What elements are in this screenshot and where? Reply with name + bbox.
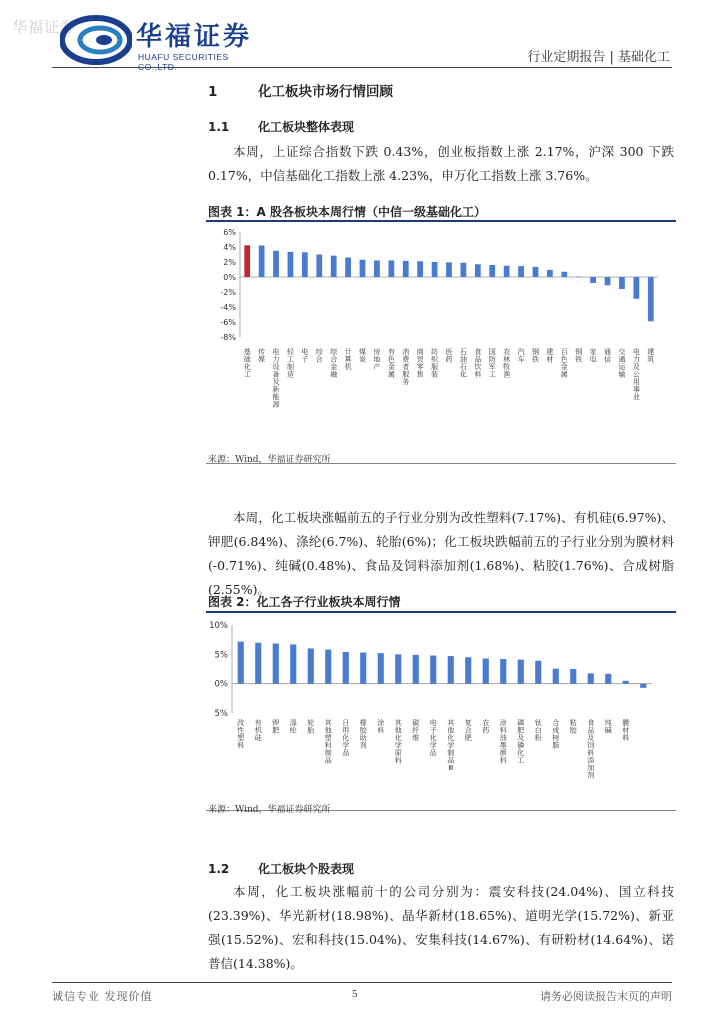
y-tick-label: 0%: [214, 679, 228, 690]
category-label: 合成树脂: [552, 719, 560, 750]
y-tick-label: -8%: [220, 333, 236, 342]
top-stocks-paragraph: 本周，化工板块涨幅前十的公司分别为：震安科技(24.04%)、国立科技(23.39%)、华光新材(18.98%)、晶华新材(18.65%)、道明光学(15.72%)、新亚强(15.52%)、宏和科技(15.04%)、安集科技(14.67%)、有研粉材(14.64%)、诺普信(14.38%)。: [208, 884, 674, 971]
bar: [430, 656, 436, 684]
bar: [273, 251, 279, 277]
bar: [259, 246, 265, 278]
bar: [345, 258, 351, 278]
watermark: 华福证券: [12, 18, 77, 36]
figure-1-title: 图表 1：A 股各板块本周行情（中信一级基础化工）: [208, 205, 486, 219]
category-label: 医药: [445, 348, 453, 364]
bar: [302, 252, 308, 277]
bar: [403, 261, 409, 277]
y-tick-label: 5%: [214, 650, 228, 661]
bar: [633, 277, 639, 299]
bar: [343, 652, 349, 684]
y-tick-label: 4%: [223, 243, 236, 252]
category-label: 碳纤维: [412, 719, 420, 742]
category-label: 交通运输: [618, 348, 626, 379]
category-label: 食品饮料: [474, 348, 482, 379]
category-label: 煤炭: [359, 348, 367, 364]
bar: [308, 648, 314, 683]
category-label: 涂料油墨颜料: [499, 719, 507, 765]
bar: [605, 674, 611, 684]
category-label: 电力设备及新能源: [272, 348, 280, 409]
category-label: 商贸零售: [416, 348, 424, 379]
category-label: 钛白粉: [534, 719, 542, 742]
bar: [273, 644, 279, 684]
bar: [535, 661, 541, 684]
category-label: 消费者服务: [402, 348, 410, 386]
overview-paragraph: 本周，上证综合指数下跌 0.43%，创业板指数上涨 2.17%，沪深 300 下跌 0.17%，中信基础化工指数上涨 4.23%，申万化工指数上涨 3.76%。: [208, 144, 674, 183]
bar: [518, 266, 524, 277]
category-label: 其他化学制品 Ⅲ: [447, 719, 455, 772]
bar: [504, 266, 510, 277]
category-label: 其他塑料制品: [324, 719, 332, 765]
footer-slogan: 诚信专业 发现价值: [52, 990, 153, 1003]
category-label: 有色金属: [387, 348, 395, 379]
bar: [331, 256, 337, 277]
section-1-2-heading: [208, 860, 354, 877]
section-title: 化工板块整体表现: [258, 120, 355, 134]
bar: [500, 659, 506, 684]
header-divider: [52, 67, 672, 68]
logo-swoosh-icon: [60, 14, 132, 66]
category-label: 国防军工: [488, 348, 496, 379]
category-label: 膜材料: [622, 719, 630, 742]
figure-2-source: 来源：Wind，华福证券研究所: [208, 805, 331, 815]
y-tick-label: 10%: [209, 621, 228, 631]
figure-2-frame: [206, 611, 676, 811]
bar: [388, 261, 394, 278]
category-label: 钢铁: [531, 348, 539, 364]
category-label: 有机硅: [254, 719, 262, 742]
category-label: 建筑: [647, 348, 655, 364]
bar: [547, 270, 553, 277]
bar: [446, 262, 452, 277]
bar: [465, 657, 471, 683]
brand-logo: [60, 14, 270, 72]
category-label: 轻工制造: [286, 348, 294, 379]
bar: [623, 681, 629, 684]
sector-performance-chart: [206, 222, 676, 454]
bar: [648, 277, 654, 321]
subindustry-performance-chart: [206, 613, 676, 801]
category-label: 百色金属: [560, 348, 568, 379]
category-label: 其他化学原料: [394, 719, 402, 765]
category-label: 复合肥: [464, 719, 472, 742]
bar: [518, 660, 524, 684]
category-label: 钢铁: [575, 348, 583, 364]
y-tick-label: 6%: [223, 228, 236, 237]
category-label: 传媒: [258, 348, 266, 364]
subindustry-paragraph: 本周，化工板块涨幅前五的子行业分别为改性塑料(7.17%)、有机硅(6.97%)、钾肥(6.84%)、涤纶(6.7%)、轮胎(6%)；化工板块跌幅前五的子行业分别为膜材料(-0.71%)、纯碱(0.48%)、食品及饲料添加剂(1.68%)、粘胶(1.76%)、合成树脂(2.55%)。: [208, 510, 674, 597]
bar: [432, 262, 438, 277]
category-label: 轮胎: [307, 719, 315, 735]
bar: [561, 272, 567, 277]
bar: [570, 669, 576, 684]
category-label: 磷肥及磷化工: [517, 719, 525, 765]
category-label: 通信: [604, 348, 612, 364]
bar: [640, 684, 646, 688]
category-label: 食品及饲料添加剂: [587, 719, 595, 780]
bar: [360, 260, 366, 277]
bar: [374, 261, 380, 278]
footer-disclaimer: 请务必阅读报告末页的声明: [540, 990, 672, 1003]
bar: [489, 265, 495, 277]
category-label: 日用化学品: [342, 719, 350, 757]
category-label: 综合金融: [330, 348, 338, 379]
bar: [588, 673, 594, 683]
category-label: 钾肥: [272, 719, 280, 735]
bar: [590, 277, 596, 283]
category-label: 综合: [315, 348, 323, 364]
section-title: 化工板块市场行情回顾: [258, 84, 393, 100]
section-number: 1.1: [208, 120, 230, 134]
bar: [483, 658, 489, 683]
category-label: 汽车: [517, 348, 525, 364]
category-label: 涤纶: [289, 719, 297, 735]
bar: [417, 261, 423, 277]
category-label: 农林牧渔: [503, 348, 511, 379]
category-label: 电子: [301, 348, 309, 364]
y-tick-label: -6%: [220, 318, 236, 327]
bar: [238, 642, 244, 684]
bar: [378, 653, 384, 684]
y-tick-label: 2%: [223, 258, 236, 267]
bar: [461, 263, 467, 277]
y-tick-label: -4%: [220, 303, 236, 312]
y-tick-label: 5%: [214, 709, 228, 719]
section-number: 1.2: [208, 862, 230, 876]
bar: [325, 650, 331, 684]
category-label: 电子化学品: [429, 719, 437, 757]
category-label: 家电: [589, 348, 597, 364]
bar: [605, 277, 611, 285]
category-label: 橡胶助剂: [359, 719, 367, 750]
page-number: 5: [352, 988, 358, 1000]
bar: [475, 264, 481, 277]
category-label: 电力及公用事业: [632, 348, 640, 401]
bar: [619, 277, 625, 289]
bar: [288, 252, 294, 277]
category-label: 粘胶: [569, 719, 577, 735]
bar: [413, 655, 419, 684]
y-tick-label: 0%: [223, 273, 236, 282]
figure-1-frame: [206, 220, 676, 464]
logo-cn-text: 华福证券: [136, 22, 253, 52]
logo-en-text: HUAFU SECURITIES CO.,LTD.: [138, 52, 229, 72]
report-type: 行业定期报告 | 基础化工: [527, 50, 670, 65]
figure-2-title: 图表 2：化工各子行业板块本周行情: [208, 595, 401, 609]
bar: [316, 255, 322, 278]
bar: [576, 277, 582, 278]
category-label: 计算机: [344, 348, 352, 371]
bar: [553, 669, 559, 684]
category-label: 纺织服装: [431, 348, 439, 379]
bar: [533, 267, 539, 277]
category-label: 建材: [546, 348, 554, 364]
bar: [360, 653, 366, 684]
category-label: 石油石化: [459, 348, 467, 379]
footer-divider: [52, 982, 672, 983]
section-1-1-heading: [208, 118, 354, 135]
category-label: 房地产: [373, 348, 381, 371]
category-label: 涂料: [377, 719, 385, 735]
bar: [244, 245, 250, 277]
bar: [255, 643, 261, 684]
category-label: 纯碱: [604, 719, 612, 735]
figure-1-source: 来源：Wind，华福证券研究所: [208, 455, 331, 465]
category-label: 改性塑料: [237, 719, 245, 750]
section-number: 1: [208, 84, 218, 100]
section-1-heading: [208, 80, 393, 100]
category-label: 基础化工: [243, 348, 251, 379]
category-label: 农药: [482, 719, 490, 735]
section-title: 化工板块个股表现: [258, 862, 355, 876]
bar: [395, 654, 401, 683]
y-tick-label: -2%: [220, 288, 236, 297]
bar: [448, 656, 454, 684]
bar: [290, 644, 296, 683]
